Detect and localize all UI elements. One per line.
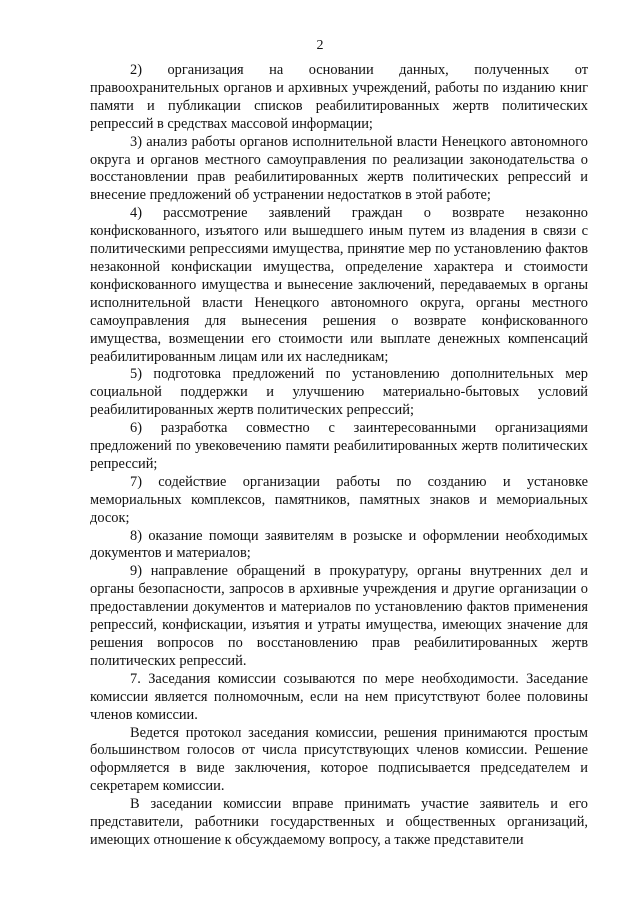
document-body bbox=[90, 62, 588, 850]
paragraph-item-7: 7) содействие организации работы по созданию и установке мемориальных комплексов, памятников, памятных знаков и мемориальных досок; bbox=[90, 473, 588, 526]
paragraph-item-8: 8) оказание помощи заявителям в розыске и оформлении необходимых документов и материалов; bbox=[90, 527, 588, 562]
page-number: 2 bbox=[316, 38, 324, 53]
paragraph-item-3: 3) анализ работы органов исполнительной власти Ненецкого автономного округа и органов местного самоуправления по реализации законодательства о восстановлении прав реабилитированных жертв политических репрессий и внесение предложений об устранении недостатков в этой работе; bbox=[90, 133, 588, 204]
paragraph-item-4: 4) рассмотрение заявлений граждан о возврате незаконно конфискованного, изъятого или вышедшего иным путем из владения в связи с политическими репрессиями имущества, принятие мер по установлению фактов незаконной конфискации имущества, определение характера и стоимости конфискованного имущества и вынесение заключений, передаваемых в органы исполнительной власти Ненецкого автономного округа, органы местного самоуправления для вынесения решения о возврате конфискованного имущества, возмещении его стоимости или выплате денежных компенсаций реабилитированным лицам или их наследникам; bbox=[90, 205, 588, 365]
paragraph-protocol: Ведется протокол заседания комиссии, решения принимаются простым большинством голосов от числа присутствующих членов комиссии. Решение оформляется в виде заключения, которое подписывается председателем и секретарем комиссии. bbox=[90, 724, 588, 795]
paragraph-item-2: 2) организация на основании данных, полученных от правоохранительных органов и архивных учреждений, работы по изданию книг памяти и публикации списков реабилитированных жертв политических репрессий в средствах массовой информации; bbox=[90, 62, 588, 132]
paragraph-clause-7: 7. Заседания комиссии созываются по мере необходимости. Заседание комиссии является полномочным, если на нем присутствуют более половины членов комиссии. bbox=[90, 670, 588, 723]
paragraph-item-9: 9) направление обращений в прокуратуру, органы внутренних дел и органы безопасности, запросов в архивные учреждения и другие организации о предоставлении документов и материалов по установлению фактов применения репрессий, конфискации, изъятия и утраты имущества, имеющих значение для решения вопросов по восстановлению прав реабилитированных жертв политических репрессий. bbox=[90, 563, 588, 669]
paragraph-participants: В заседании комиссии вправе принимать участие заявитель и его представители, работники государственных и общественных организаций, имеющих отношение к обсуждаемому вопросу, а также представители bbox=[90, 796, 588, 848]
paragraph-item-5: 5) подготовка предложений по установлению дополнительных мер социальной поддержки и улучшению материально-бытовых условий реабилитированных жертв политических репрессий; bbox=[90, 366, 588, 419]
paragraph-item-6: 6) разработка совместно с заинтересованными организациями предложений по увековечению памяти реабилитированных жертв политических репрессий; bbox=[90, 420, 588, 472]
